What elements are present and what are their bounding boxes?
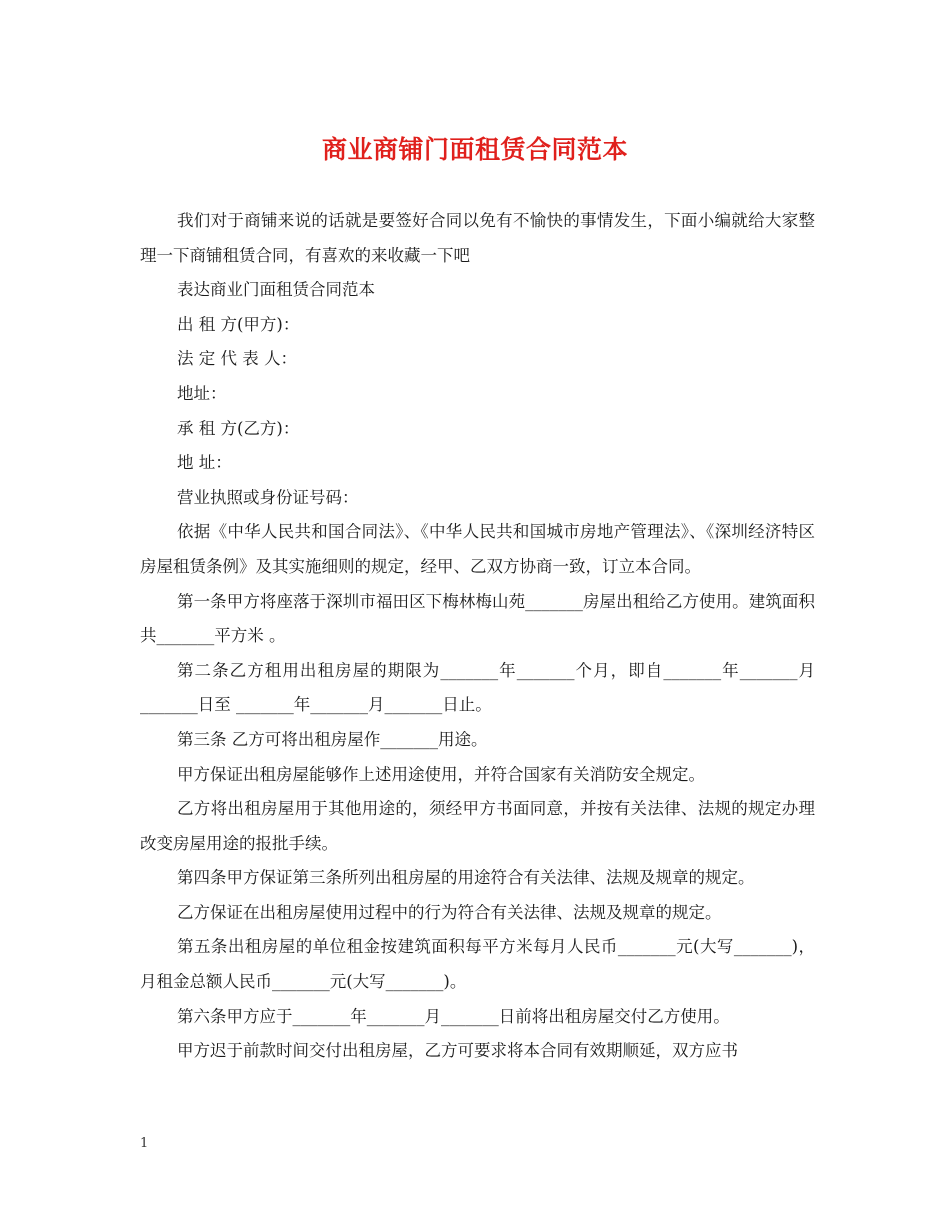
- article-4: 第四条甲方保证第三条所列出租房屋的用途符合有关法律、法规及规章的规定。: [177, 868, 755, 888]
- document-title: 商业商铺门面租赁合同范本: [321, 135, 628, 164]
- paragraph-subtitle: 表达商业门面租赁合同范本: [177, 280, 375, 300]
- article-3: 第三条 乙方可将出租房屋作_______用途。: [177, 729, 488, 749]
- field-lessor: 出 租 方(甲方)：: [177, 314, 300, 334]
- document-body: [140, 204, 815, 1069]
- field-license-or-id: 营业执照或身份证号码：: [177, 487, 359, 507]
- page-number: 1: [140, 1136, 149, 1151]
- article-6-late-delivery: 甲方迟于前款时间交付出租房屋，乙方可要求将本合同有效期顺延，双方应书: [177, 1041, 738, 1061]
- paragraph-legal-basis: 依据《中华人民共和国合同法》、《中华人民共和国城市房地产管理法》、《深圳经济特区房屋租赁条例》及其实施细则的规定，经甲、乙双方协商一致，订立本合同。: [140, 522, 815, 576]
- paragraph-intro: 我们对于商铺来说的话就是要签好合同以免有不愉快的事情发生，下面小编就给大家整理一下商铺租赁合同，有喜欢的来收藏一下吧: [140, 211, 815, 265]
- article-2: 第二条乙方租用出租房屋的期限为_______年_______个月，即自_______年_______月_______日至 _______年_______月_______日止。: [140, 660, 815, 715]
- field-lessee: 承 租 方(乙方)：: [177, 418, 300, 438]
- article-3-lessor-guarantee: 甲方保证出租房屋能够作上述用途使用，并符合国家有关消防安全规定。: [177, 764, 705, 784]
- article-5: 第五条出租房屋的单位租金按建筑面积每平方米每月人民币_______元(大写_______)，月租金总额人民币_______元(大写_______)。: [140, 937, 815, 992]
- article-3-change-use: 乙方将出租房屋用于其他用途的，须经甲方书面同意，并按有关法律、法规的规定办理改变房屋用途的报批手续。: [140, 799, 815, 853]
- article-4-lessee-guarantee: 乙方保证在出租房屋使用过程中的行为符合有关法律、法规及规章的规定。: [177, 902, 722, 922]
- field-lessee-address: 地 址：: [177, 453, 232, 473]
- field-legal-representative: 法 定 代 表 人：: [177, 349, 297, 369]
- article-6: 第六条甲方应于_______年_______月_______日前将出租房屋交付乙方使用。: [177, 1006, 730, 1026]
- article-1: 第一条甲方将座落于深圳市福田区下梅林梅山苑_______房屋出租给乙方使用。建筑面积共_______平方米 。: [140, 591, 815, 646]
- field-lessor-address: 地址：: [177, 383, 227, 403]
